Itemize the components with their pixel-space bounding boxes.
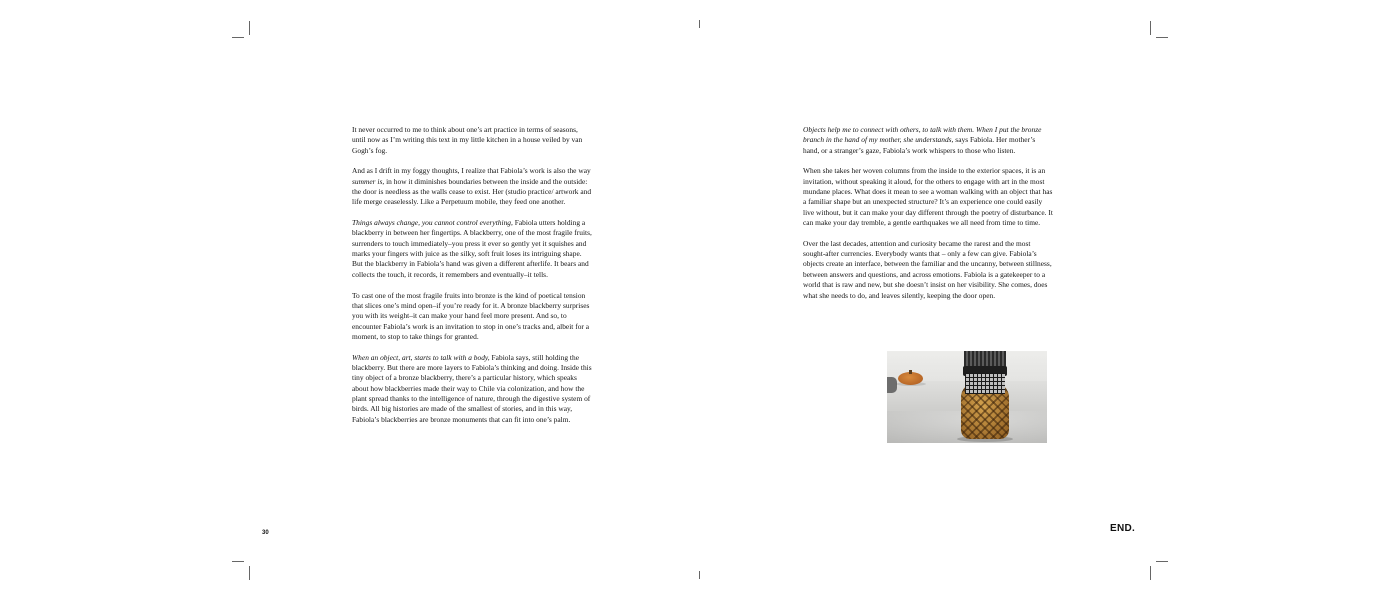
text-run: And as I drift in my foggy thoughts, I realize that Fabiola’s work is also the way — [352, 166, 591, 176]
italic-quote: Things always change, you cannot control everything, — [352, 218, 513, 228]
italic-quote: summer is — [352, 176, 383, 186]
italic-quote: Objects help me to connect with others, to talk with them. When I put the bronze branch in the hand of my mother, she understands, — [803, 125, 1042, 145]
crop-mark — [699, 20, 700, 28]
crop-mark — [699, 571, 700, 579]
paragraph — [803, 166, 1053, 228]
crop-mark — [232, 37, 244, 38]
paragraph — [352, 166, 592, 207]
crop-mark — [1150, 21, 1151, 35]
text-run: When she takes her woven columns from the inside to the exterior spaces, it is an invitation, without speaking it aloud, for the others to engage with art in the most mundane places. What does it mean to see a woman walking with an object that has a familiar shape but an unexpected structure? It’s an experience one could easily live without, but it can make your day different through the poetry of disturbance. It can make your day tremble, a gentle earthquakes we all need from time to time. — [803, 166, 1053, 228]
page-number: 30 — [262, 530, 269, 536]
paragraph — [352, 291, 592, 343]
crop-mark — [249, 21, 250, 35]
italic-quote: When an object, art, starts to talk with a body, — [352, 352, 490, 362]
paragraph — [352, 353, 592, 425]
paragraph — [803, 125, 1053, 156]
sculpture-woven-grid — [965, 373, 1005, 394]
crop-mark — [1150, 566, 1151, 580]
right-page-text — [803, 125, 1053, 311]
crop-mark — [1156, 561, 1168, 562]
artwork-photo — [887, 351, 1047, 443]
paragraph — [803, 239, 1053, 301]
text-run: , in how it diminishes boundaries between the inside and the outside: the door is needless as the walls cease to exist. Her (studio practice/ artwork and life merge ceaselessly. Like a Perpetuum mobile, they feed one another. — [352, 176, 592, 207]
left-page-text — [352, 125, 592, 435]
photo-dark-object — [887, 377, 897, 393]
text-run: It never occurred to me to think about one’s art practice in terms of seasons, until now as I’m writing this text in my little kitchen in a house veiled by van Gogh’s fog. — [352, 125, 583, 155]
text-run: Over the last decades, attention and curiosity became the rarest and the most sought-after currencies. Everybody wants that – only a few can give. Fabiola’s objects create an interface, between the familiar and the uncanny, between stillness, between answers and questions, and across emotions. Fabiola is a gatekeeper to a world that is raw and new, but she doesn’t insist on her visibility. She comes, does what she needs to do, and leaves silently, keeping the door open. — [803, 238, 1052, 300]
sculpture-top-band — [964, 351, 1006, 367]
pumpkin-stem — [909, 370, 912, 374]
text-run: Fabiola says, still holding the blackberry. But there are more layers to Fabiola’s thinking and doing. Inside this tiny object of a bronze blackberry, there’s a particular history, which speaks about how blackberries made their way to Chile via colonization, and how the plant spread thanks to the intelligence of nature, through the digestive system of birds. All big histories are made of the smallest of stories, and in this way, Fabiola’s blackberries are bronze monuments that can fit into one’s palm. — [352, 352, 592, 424]
crop-mark — [249, 566, 250, 580]
text-run: says Fabiola. Her mother’s hand, or a stranger’s gaze, Fabiola’s work whispers to those who listen. — [803, 135, 1036, 155]
paragraph — [352, 218, 592, 280]
end-mark: END. — [1110, 523, 1136, 534]
text-run: To cast one of the most fragile fruits into bronze is the kind of poetical tension that slices one’s mind open–if you’re ready for it. A bronze blackberry surprises you with its weight–it can make your hand feel more present. And so, to encounter Fabiola’s work is an invitation to stop in one’s tracks and, albeit for a moment, to stop to take things for granted. — [352, 290, 590, 341]
crop-mark — [1156, 37, 1168, 38]
crop-mark — [232, 561, 244, 562]
paragraph — [352, 125, 592, 156]
text-run: Fabiola utters holding a blackberry in between her fingertips. A blackberry, one of the most fragile fruits, surrenders to touch immediately–you press it ever so gently yet it squishes and marks your fingers with juice as the silky, soft fruit loses its intriguing shape. But the blackberry in Fabiola’s hand was given a different afterlife. It bears and collects the touch, it records, it remembers and eventually–it tells. — [352, 218, 592, 279]
